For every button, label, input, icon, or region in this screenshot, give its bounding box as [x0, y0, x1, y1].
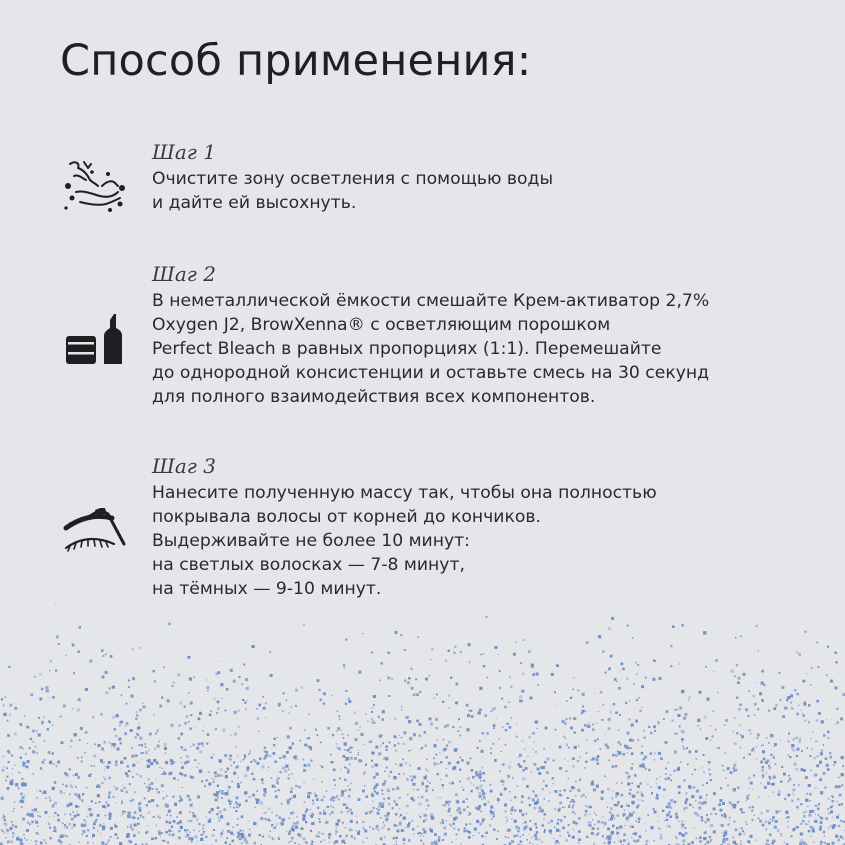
step-3-line: на светлых волосках — 7-8 минут, — [152, 555, 465, 575]
jar-and-bottle-icon — [64, 312, 126, 370]
step-2-line: для полного взаимодействия всех компонентов. — [152, 387, 596, 407]
eyebrow-brush-icon — [62, 508, 132, 562]
step-2-line: Perfect Bleach в равных пропорциях (1:1). Перемешайте — [152, 339, 662, 359]
step-1-line: и дайте ей высохнуть. — [152, 193, 357, 213]
step-1-label: Шаг 1 — [152, 140, 216, 164]
step-3-line: на тёмных — 9-10 минут. — [152, 579, 382, 599]
step-1-line: Очистите зону осветления с помощью воды — [152, 169, 554, 189]
step-2-text — [152, 289, 709, 409]
step-3-label: Шаг 3 — [152, 454, 216, 478]
step-1-text — [152, 167, 553, 215]
step-3-line: Выдерживайте не более 10 минут: — [152, 531, 470, 551]
step-3-line: покрывала волосы от корней до кончиков. — [152, 507, 541, 527]
step-2-label: Шаг 2 — [152, 262, 216, 286]
face-washing-icon — [62, 158, 130, 220]
step-3-text — [152, 481, 657, 601]
step-2-line: до однородной консистенции и оставьте смесь на 30 секунд — [152, 363, 709, 383]
step-2-line: Oxygen J2, BrowXenna® с осветляющим порошком — [152, 315, 611, 335]
step-3-line: Нанесите полученную массу так, чтобы она полностью — [152, 483, 657, 503]
step-2-line: В неметаллической ёмкости смешайте Крем-активатор 2,7% — [152, 291, 710, 311]
page-title: Способ применения: — [60, 36, 532, 86]
